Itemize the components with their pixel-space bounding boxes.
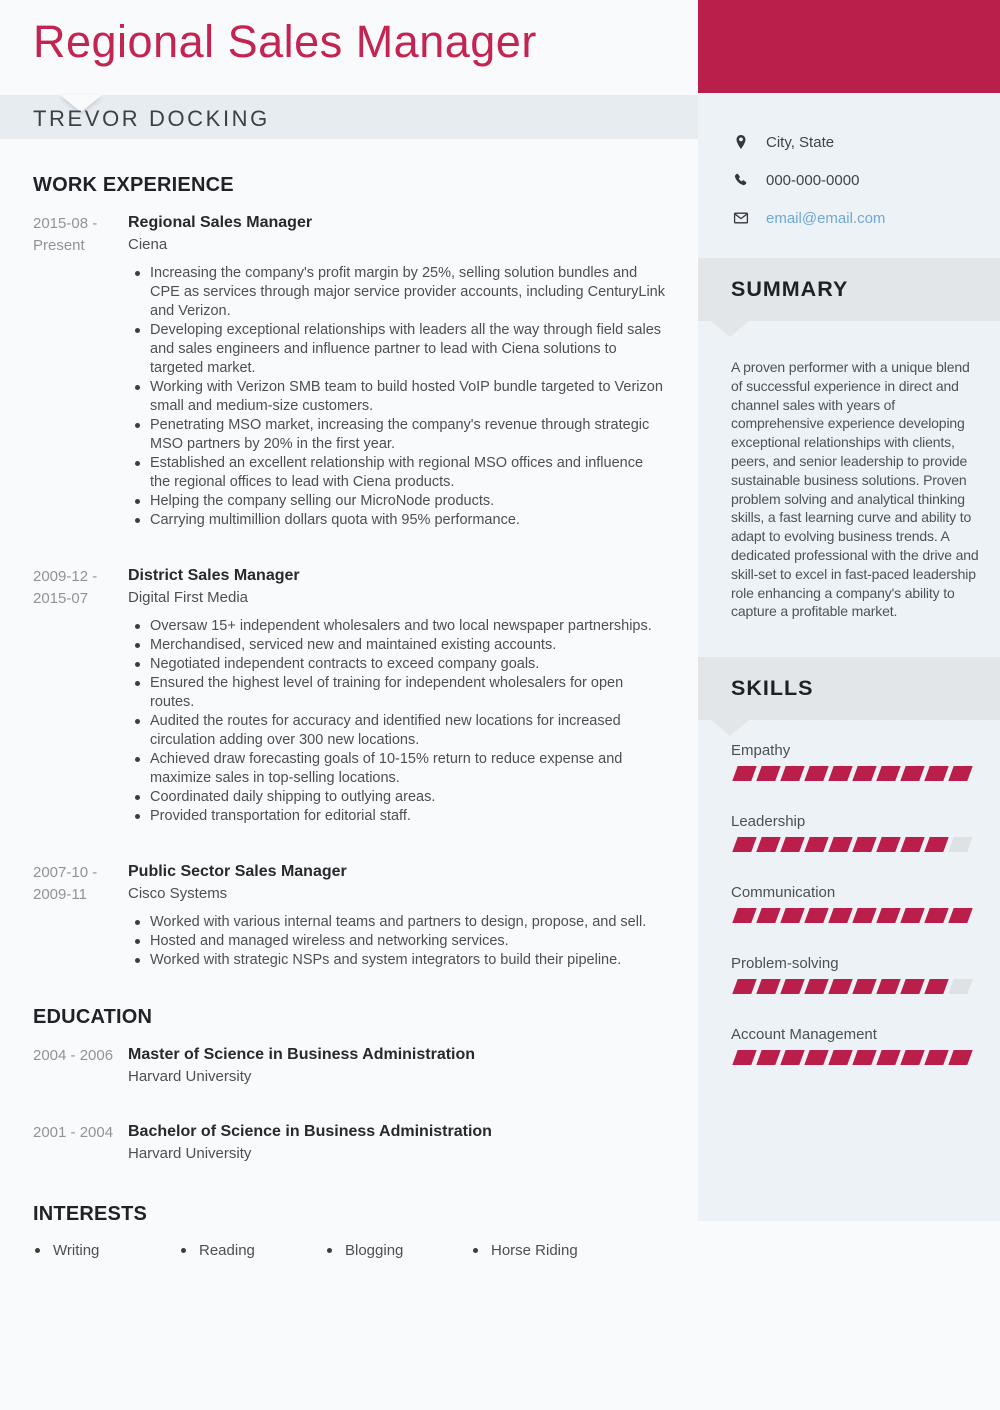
- skills-list: [731, 742, 974, 1097]
- accent-header-block: [698, 0, 1000, 93]
- skill-segment: [876, 979, 901, 994]
- bullet-item: Oversaw 15+ independent wholesalers and two local newspaper partnerships.: [128, 617, 665, 636]
- skill-item: [731, 1026, 974, 1065]
- interest-item: Horse Riding: [471, 1242, 617, 1259]
- page-title: Regional Sales Manager: [33, 16, 537, 67]
- degree-title: Bachelor of Science in Business Administration: [128, 1123, 492, 1140]
- skill-segment: [756, 766, 781, 781]
- bullet-item: Carrying multimillion dollars quota with 95% performance.: [128, 511, 665, 530]
- skill-segment: [828, 837, 853, 852]
- job-date-start: 2009-12 -: [33, 568, 98, 585]
- contact-block: [733, 133, 980, 247]
- job-bullet-list: [128, 264, 665, 530]
- bullet-item: Worked with various internal teams and partners to design, propose, and sell.: [128, 913, 665, 932]
- skill-bar: [731, 1050, 974, 1065]
- bullet-item: Achieved draw forecasting goals of 10-15% return to reduce expense and maximize sales in top-selling locations.: [128, 750, 665, 788]
- job-title: Regional Sales Manager: [128, 214, 313, 231]
- skill-segment: [876, 1050, 901, 1065]
- skill-segment: [948, 837, 973, 852]
- phone-handset-icon: [733, 172, 749, 188]
- main-column: [33, 174, 665, 1259]
- skill-segment: [900, 979, 925, 994]
- skill-segment: [852, 766, 877, 781]
- summary-heading-band: [698, 258, 1000, 321]
- skill-name: Leadership: [731, 813, 806, 830]
- skill-segment: [924, 979, 949, 994]
- bullet-item: Coordinated daily shipping to outlying areas.: [128, 788, 665, 807]
- job-entry: [33, 862, 665, 970]
- skills-heading: SKILLS: [731, 676, 814, 700]
- job-dates: [33, 566, 128, 826]
- job-company: Ciena: [128, 236, 168, 253]
- bullet-item: Hosted and managed wireless and networking services.: [128, 932, 665, 951]
- job-dates: [33, 862, 128, 970]
- bullet-item: Merchandised, serviced new and maintained existing accounts.: [128, 636, 665, 655]
- job-date-start: 2015-08 -: [33, 215, 98, 232]
- job-company: Digital First Media: [128, 589, 249, 606]
- job-date-end: Present: [33, 237, 85, 254]
- bullet-item: Provided transportation for editorial staff.: [128, 807, 665, 826]
- skill-segment: [804, 908, 829, 923]
- skill-bar: [731, 908, 974, 923]
- skill-segment: [828, 766, 853, 781]
- skill-segment: [924, 1050, 949, 1065]
- summary-text: A proven performer with a unique blend of successful experience in direct and channel sales with years of comprehensive experience developing exceptional relationships with clients, peers, and senior leadership to provide sustainable business solutions. Proven problem solving and analytical thinking skills, a fast learning curve and ability to adapt to evolving business trends. A dedicated professional with the drive and skill-set to excel in fast-paced leadership role enhancing a company's ability to capture a profitable market.: [731, 359, 979, 620]
- education-section: [33, 1006, 665, 1167]
- skill-segment: [948, 1050, 973, 1065]
- skill-segment: [804, 1050, 829, 1065]
- skill-segment: [924, 766, 949, 781]
- contact-location-row: [733, 133, 980, 151]
- job-title: District Sales Manager: [128, 567, 300, 584]
- skill-segment: [732, 837, 757, 852]
- skill-segment: [756, 837, 781, 852]
- skill-item: [731, 742, 974, 781]
- skill-name: Problem-solving: [731, 955, 839, 972]
- education-entry: [33, 1045, 665, 1090]
- skill-segment: [900, 766, 925, 781]
- skill-name: Communication: [731, 884, 836, 901]
- bullet-item: Penetrating MSO market, increasing the company's revenue through strategic MSO partners by 20% in the first year.: [128, 416, 665, 454]
- job-date-start: 2007-10 -: [33, 864, 98, 881]
- skill-item: [731, 884, 974, 923]
- bullet-item: Developing exceptional relationships with leaders all the way through field sales and sales engineers and influence partner to lead with Ciena solutions to targeted market.: [128, 321, 665, 378]
- summary-heading: SUMMARY: [731, 277, 849, 301]
- skill-bar: [731, 837, 974, 852]
- job-date-end: 2009-11: [33, 886, 87, 903]
- job-entry: [33, 213, 665, 530]
- skill-segment: [876, 766, 901, 781]
- education-heading: EDUCATION: [33, 1006, 153, 1028]
- job-title: Public Sector Sales Manager: [128, 863, 347, 880]
- bullet-item: Helping the company selling our MicroNode products.: [128, 492, 665, 511]
- contact-phone-row: [733, 171, 980, 189]
- skill-segment: [756, 908, 781, 923]
- skill-segment: [900, 908, 925, 923]
- skill-segment: [732, 979, 757, 994]
- map-pin-icon: [733, 134, 749, 150]
- education-body: [128, 1122, 665, 1167]
- skill-segment: [780, 979, 805, 994]
- skill-segment: [732, 766, 757, 781]
- skill-segment: [732, 1050, 757, 1065]
- job-bullet-list: [128, 617, 665, 826]
- job-date-end: 2015-07: [33, 590, 89, 607]
- skill-segment: [852, 908, 877, 923]
- bullet-item: Working with Verizon SMB team to build hosted VoIP bundle targeted to Verizon small and medium-size customers.: [128, 378, 665, 416]
- skill-bar: [731, 766, 974, 781]
- skill-item: [731, 813, 974, 852]
- skill-segment: [852, 837, 877, 852]
- skill-segment: [948, 766, 973, 781]
- skill-segment: [780, 837, 805, 852]
- job-bullet-list: [128, 913, 665, 970]
- interests-section: [33, 1203, 665, 1259]
- sidebar: [698, 0, 1000, 1221]
- bullet-item: Increasing the company's profit margin by 25%, selling solution bundles and CPE as services through major service provider accounts, including CenturyLink and Verizon.: [128, 264, 665, 321]
- skill-segment: [852, 1050, 877, 1065]
- work-experience-heading: WORK EXPERIENCE: [33, 174, 234, 196]
- skill-segment: [924, 908, 949, 923]
- skill-segment: [756, 979, 781, 994]
- job-company: Cisco Systems: [128, 885, 228, 902]
- interest-item: Writing: [33, 1242, 179, 1259]
- bullet-item: Established an excellent relationship with regional MSO offices and influence the regional offices to lead with Ciena products.: [128, 454, 665, 492]
- job-dates: [33, 213, 128, 530]
- contact-email-row: [733, 209, 980, 227]
- bullet-item: Negotiated independent contracts to exceed company goals.: [128, 655, 665, 674]
- skill-segment: [948, 979, 973, 994]
- school-name: Harvard University: [128, 1145, 252, 1162]
- contact-phone: 000-000-0000: [766, 171, 860, 189]
- education-entry: [33, 1122, 665, 1167]
- envelope-icon: [733, 210, 749, 226]
- bullet-item: Worked with strategic NSPs and system integrators to build their pipeline.: [128, 951, 665, 970]
- skill-segment: [828, 908, 853, 923]
- skill-segment: [828, 1050, 853, 1065]
- skill-segment: [804, 837, 829, 852]
- skill-name: Empathy: [731, 742, 791, 759]
- skills-heading-band: [698, 657, 1000, 720]
- skill-segment: [900, 1050, 925, 1065]
- skill-segment: [804, 979, 829, 994]
- interests-list: [33, 1242, 665, 1259]
- interest-item: Blogging: [325, 1242, 471, 1259]
- contact-location: City, State: [766, 133, 835, 151]
- skill-segment: [924, 837, 949, 852]
- job-entry: [33, 566, 665, 826]
- education-dates: 2004 - 2006: [33, 1047, 114, 1064]
- work-experience-section: [33, 174, 665, 970]
- skill-segment: [828, 979, 853, 994]
- person-name: TREVOR DOCKING: [33, 106, 270, 131]
- bullet-item: Audited the routes for accuracy and identified new locations for increased circulation adding over 300 new locations.: [128, 712, 665, 750]
- skill-item: [731, 955, 974, 994]
- bullet-item: Ensured the highest level of training for independent wholesalers for open routes.: [128, 674, 665, 712]
- skill-segment: [732, 908, 757, 923]
- skill-segment: [780, 908, 805, 923]
- job-body: [128, 213, 665, 530]
- skill-segment: [876, 908, 901, 923]
- skill-bar: [731, 979, 974, 994]
- education-body: [128, 1045, 665, 1090]
- skill-segment: [780, 766, 805, 781]
- job-body: [128, 566, 665, 826]
- interests-heading: INTERESTS: [33, 1203, 148, 1225]
- degree-title: Master of Science in Business Administration: [128, 1046, 476, 1063]
- interest-item: Reading: [179, 1242, 325, 1259]
- skill-segment: [948, 908, 973, 923]
- skill-segment: [900, 837, 925, 852]
- skill-name: Account Management: [731, 1026, 877, 1043]
- skill-segment: [756, 1050, 781, 1065]
- education-dates: 2001 - 2004: [33, 1124, 114, 1141]
- skill-segment: [876, 837, 901, 852]
- skill-segment: [804, 766, 829, 781]
- skill-segment: [780, 1050, 805, 1065]
- skill-segment: [852, 979, 877, 994]
- contact-email-link[interactable]: email@email.com: [766, 209, 886, 227]
- job-body: [128, 862, 665, 970]
- school-name: Harvard University: [128, 1068, 252, 1085]
